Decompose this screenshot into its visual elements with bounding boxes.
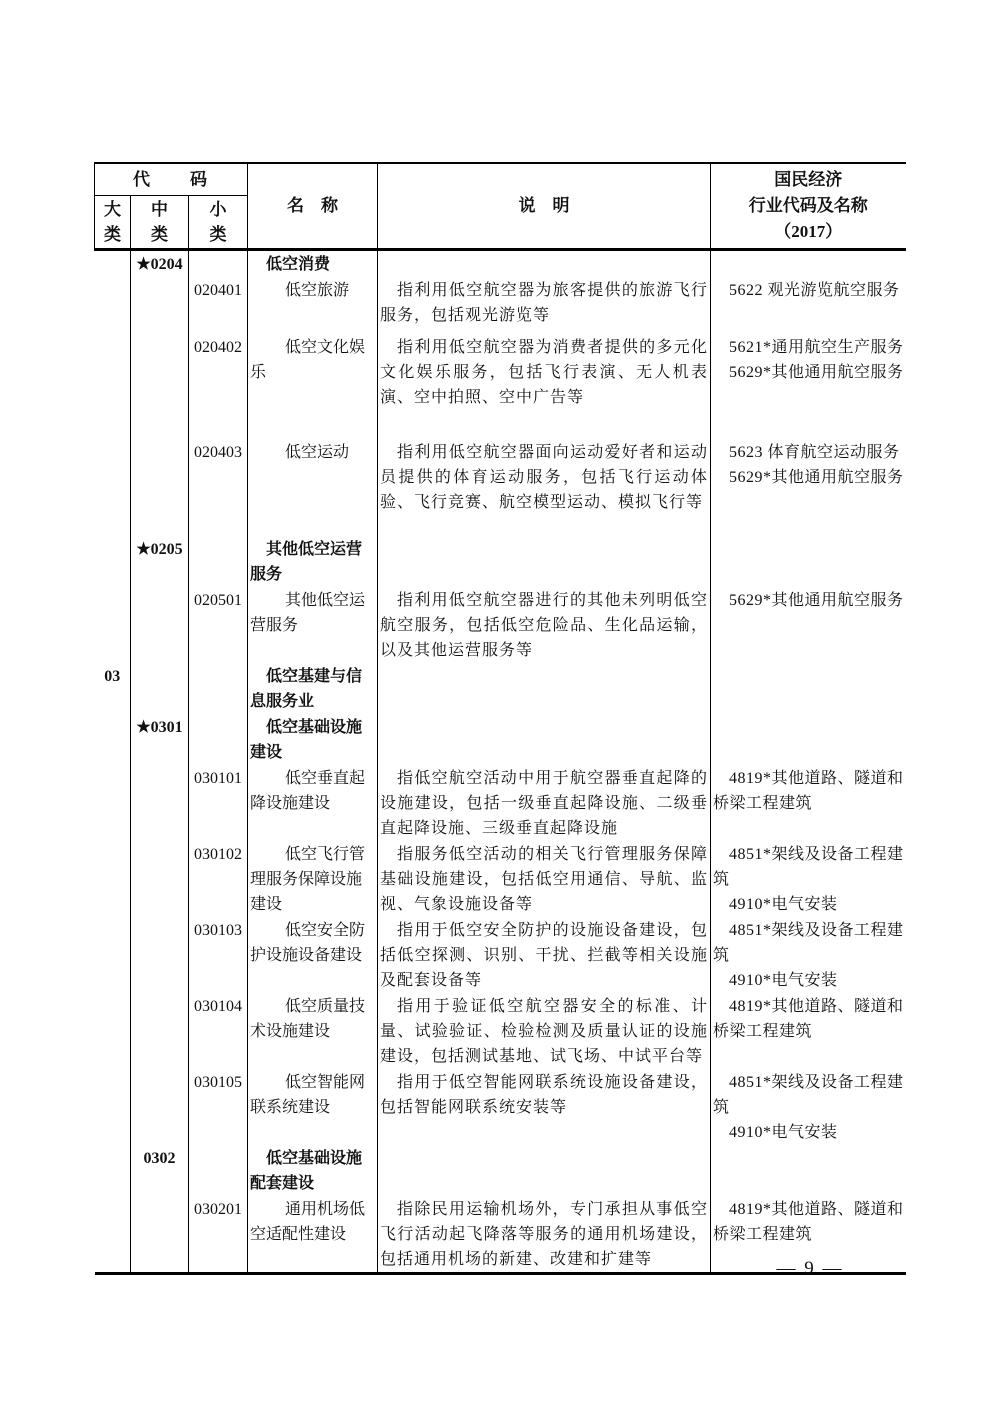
industry-code-entry: 5623 体育航空运动服务 xyxy=(729,444,900,461)
item-description: 指利用低空航空器为消费者提供的多元化文化娱乐服务，包括飞行表演、无人机表演、空中拍照、空中广告等 xyxy=(380,339,709,406)
minor-class-code: 030102 xyxy=(189,841,248,917)
item-name: 低空质量技术设施建设 xyxy=(250,998,366,1040)
mid-class-code: ★0301 xyxy=(131,714,189,765)
item-name: 其他低空运营服务 xyxy=(250,592,366,634)
header-major-class: 大类 xyxy=(95,196,131,250)
industry-code-entry: 4910*电气安装 xyxy=(729,896,838,913)
item-name: 低空垂直起降设施建设 xyxy=(250,770,366,812)
item-description: 指利用低空航空器进行的其他未列明低空航空服务，包括低空危险品、生化品运输，以及其他运营服务等 xyxy=(380,592,709,659)
table-row xyxy=(95,663,906,714)
table-row xyxy=(95,587,906,663)
industry-code-entry: 5629*其他通用航空服务 xyxy=(729,364,904,381)
item-name: 低空运动 xyxy=(285,444,350,461)
table-header xyxy=(95,163,906,250)
page-number: — 9 — xyxy=(776,1258,844,1279)
industry-code-entry: 4851*架线及设备工程建筑 xyxy=(713,922,904,964)
category-name: 低空基础设施配套建设 xyxy=(250,1150,363,1192)
item-description: 指除民用运输机场外，专门承担从事低空飞行活动起飞降落等服务的通用机场建设，包括通用机场的新建、改建和扩建等 xyxy=(380,1201,709,1268)
table-row xyxy=(95,439,906,536)
classification-table xyxy=(94,162,906,1275)
header-minor-class: 小类 xyxy=(189,196,248,250)
table-row xyxy=(95,1145,906,1196)
minor-class-code: 020401 xyxy=(189,277,248,334)
category-name: 低空消费 xyxy=(266,256,331,273)
item-description: 指用于低空安全防护的设施设备建设，包括低空探测、识别、干扰、拦截等相关设施及配套设备等 xyxy=(380,922,709,989)
item-description: 指低空航空活动中用于航空器垂直起降的设施建设，包括一级垂直起降设施、二级垂直起降设施、三级垂直起降设施 xyxy=(380,770,709,837)
table-row xyxy=(95,993,906,1069)
item-description: 指用于验证低空航空器安全的标准、计量、试验验证、检验检测及质量认证的设施建设，包括测试基地、试飞场、中试平台等 xyxy=(380,998,709,1065)
industry-code-entry: 4819*其他道路、隧道和桥梁工程建筑 xyxy=(713,1201,904,1243)
item-name: 低空智能网联系统建设 xyxy=(250,1074,366,1116)
table-row xyxy=(95,765,906,841)
major-class-code: 03 xyxy=(104,668,121,685)
item-name: 低空文化娱乐 xyxy=(250,339,366,381)
minor-class-code: 030104 xyxy=(189,993,248,1069)
header-industry xyxy=(711,163,906,250)
table-row xyxy=(95,277,906,334)
industry-code-entry: 4851*架线及设备工程建筑 xyxy=(713,1074,904,1116)
industry-code-entry: 5629*其他通用航空服务 xyxy=(729,592,904,609)
table-row xyxy=(95,917,906,993)
header-description: 说 明 xyxy=(378,163,711,250)
industry-code-entry: 5621*通用航空生产服务 xyxy=(729,339,904,356)
table-row xyxy=(95,1069,906,1145)
minor-class-code: 020501 xyxy=(189,587,248,663)
category-name: 低空基础设施建设 xyxy=(250,719,363,761)
item-description: 指服务低空活动的相关飞行管理服务保障基础设施建设，包括低空用通信、导航、监视、气象设施设备等 xyxy=(380,846,709,913)
item-description: 指用于低空智能网联系统设施设备建设，包括智能网联系统安装等 xyxy=(380,1074,709,1116)
industry-code-entry: 4819*其他道路、隧道和桥梁工程建筑 xyxy=(713,770,904,812)
minor-class-code: 020402 xyxy=(189,334,248,439)
item-name: 通用机场低空适配性建设 xyxy=(250,1201,366,1243)
table-row xyxy=(95,250,906,278)
header-name: 名 称 xyxy=(248,163,378,250)
category-name: 低空基建与信息服务业 xyxy=(250,668,363,710)
minor-class-code: 030105 xyxy=(189,1069,248,1145)
item-name: 低空飞行管理服务保障设施建设 xyxy=(250,846,366,913)
category-name: 其他低空运营服务 xyxy=(250,541,363,583)
mid-class-code: 0302 xyxy=(131,1145,189,1196)
header-industry-line2: 行业代码及名称 xyxy=(748,196,868,215)
table-row xyxy=(95,714,906,765)
industry-code-entry: 4819*其他道路、隧道和桥梁工程建筑 xyxy=(713,998,904,1040)
item-name: 低空安全防护设施设备建设 xyxy=(250,922,366,964)
minor-class-code: 030201 xyxy=(189,1196,248,1274)
item-description: 指利用低空航空器为旅客提供的旅游飞行服务，包括观光游览等 xyxy=(380,282,709,324)
industry-code-entry: 5629*其他通用航空服务 xyxy=(729,469,904,486)
item-name: 低空旅游 xyxy=(285,282,350,299)
header-mid-class: 中类 xyxy=(131,196,189,250)
header-code-group: 代 码 xyxy=(95,163,248,196)
industry-code-entry: 4851*架线及设备工程建筑 xyxy=(713,846,904,888)
table-row xyxy=(95,841,906,917)
item-description: 指利用低空航空器面向运动爱好者和运动员提供的体育运动服务，包括飞行运动体验、飞行竞赛、航空模型运动、模拟飞行等 xyxy=(380,444,709,511)
minor-class-code: 030101 xyxy=(189,765,248,841)
header-industry-line3: （2017） xyxy=(774,222,843,241)
industry-code-entry: 5622 观光游览航空服务 xyxy=(729,282,900,299)
industry-code-entry: 4910*电气安装 xyxy=(729,972,838,989)
industry-code-entry: 4910*电气安装 xyxy=(729,1124,838,1141)
minor-class-code: 020403 xyxy=(189,439,248,536)
minor-class-code: 030103 xyxy=(189,917,248,993)
header-industry-line1: 国民经济 xyxy=(774,170,843,189)
mid-class-code: ★0204 xyxy=(131,250,189,278)
mid-class-code: ★0205 xyxy=(131,536,189,587)
table-row xyxy=(95,536,906,587)
table-row xyxy=(95,334,906,439)
